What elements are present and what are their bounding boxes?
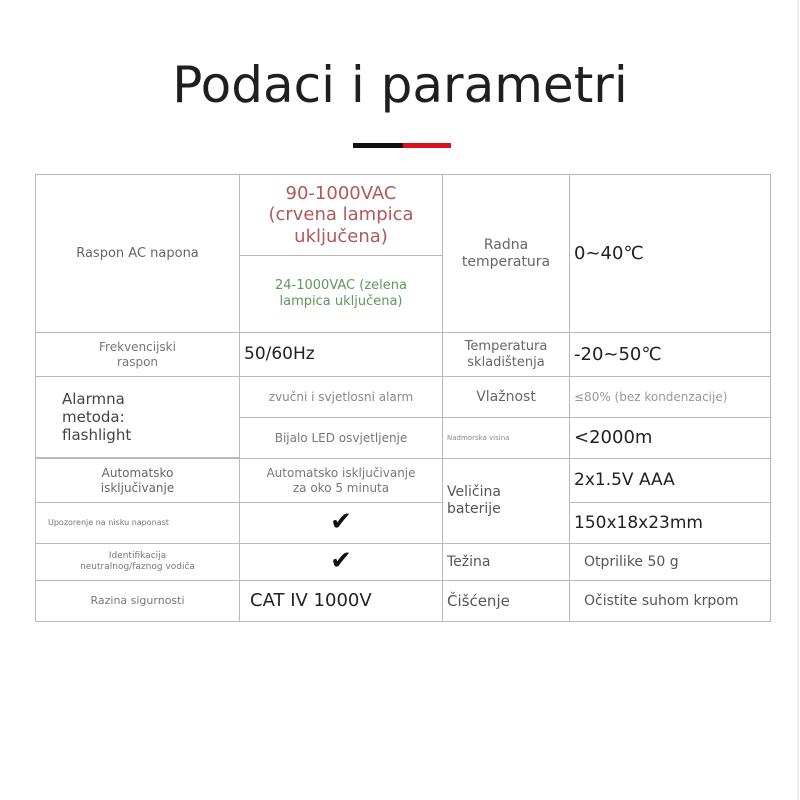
operating-temp-label — [442, 174, 570, 333]
cleaning-value — [569, 580, 771, 622]
neutral-phase-label — [35, 543, 240, 581]
flashlight-value-text: Bijalo LED osvjetljenje — [274, 430, 408, 445]
alarm-label-text: Alarmna metoda: — [62, 390, 125, 426]
cleaning-label — [442, 580, 570, 622]
check-icon: ✔ — [330, 546, 352, 577]
humidity-label-text: Vlažnost — [476, 388, 536, 405]
freq-value-text: 50/60Hz — [244, 344, 315, 365]
altitude-label — [442, 417, 570, 459]
freq-value — [239, 332, 443, 377]
ac-range-green-text: 24-1000VAC (zelena lampica uključena) — [275, 278, 407, 309]
altitude-label-text: Nadmorska visina — [447, 433, 510, 442]
battery-label-text: Veličina baterije — [447, 484, 501, 517]
battery-value — [569, 458, 771, 503]
low-voltage-label-text: Upozorenje na nisku naponast — [48, 518, 169, 528]
weight-label-text: Težina — [447, 553, 491, 570]
ac-range-label — [35, 174, 240, 333]
ac-range-red-value — [239, 174, 443, 256]
auto-off-value-text: Automatsko isključivanje za oko 5 minuta — [266, 466, 416, 495]
low-voltage-label — [35, 502, 240, 544]
altitude-value-text: <2000m — [574, 427, 653, 449]
storage-temp-value-text: -20~50℃ — [574, 343, 662, 365]
flashlight-value — [239, 417, 443, 459]
auto-off-label-text: Automatsko isključivanje — [100, 466, 175, 495]
neutral-phase-value — [239, 543, 443, 581]
battery-value-text: 2x1.5V AAA — [574, 470, 675, 491]
safety-label-text: Razina sigurnosti — [90, 594, 185, 608]
auto-off-value — [239, 458, 443, 503]
freq-label-text: Frekvencijski raspon — [99, 340, 176, 369]
ac-range-red-text: 90-1000VAC (crvena lampica uključena) — [268, 182, 414, 247]
safety-label — [35, 580, 240, 622]
dimensions-value — [569, 502, 771, 544]
altitude-value — [569, 417, 771, 459]
battery-label — [442, 458, 570, 544]
humidity-value — [569, 376, 771, 418]
ac-range-label-text: Raspon AC napona — [76, 245, 199, 261]
storage-temp-value — [569, 332, 771, 377]
weight-value — [569, 543, 771, 581]
weight-value-text: Otprilike 50 g — [584, 553, 679, 570]
alarm-flashlight-label — [35, 376, 240, 458]
page-title: Podaci i parametri — [172, 56, 628, 114]
dimensions-value-text: 150x18x23mm — [574, 512, 703, 533]
ac-range-green-value — [239, 255, 443, 333]
alarm-value-text: zvučni i svjetlosni alarm — [268, 389, 414, 404]
safety-value — [239, 580, 443, 622]
flashlight-label-text: flashlight — [62, 426, 132, 444]
freq-label — [35, 332, 240, 377]
humidity-label — [442, 376, 570, 418]
alarm-value — [239, 376, 443, 418]
low-voltage-value — [239, 502, 443, 544]
auto-off-label — [35, 458, 240, 503]
cleaning-value-text: Očistite suhom krpom — [584, 592, 739, 609]
storage-temp-label — [442, 332, 570, 377]
operating-temp-value — [569, 174, 771, 333]
safety-value-text: CAT IV 1000V — [250, 590, 372, 612]
check-icon: ✔ — [330, 507, 352, 538]
neutral-phase-label-text: Identifikacija neutralnog/faznog vodiča — [80, 551, 195, 572]
storage-temp-label-text: Temperatura skladištenja — [464, 338, 548, 370]
humidity-value-text: ≤80% (bez kondenzacije) — [574, 389, 728, 404]
weight-label — [442, 543, 570, 581]
operating-temp-value-text: 0~40℃ — [574, 242, 644, 264]
operating-temp-label-text: Radna temperatura — [461, 236, 551, 270]
cleaning-label-text: Čišćenje — [447, 592, 510, 610]
